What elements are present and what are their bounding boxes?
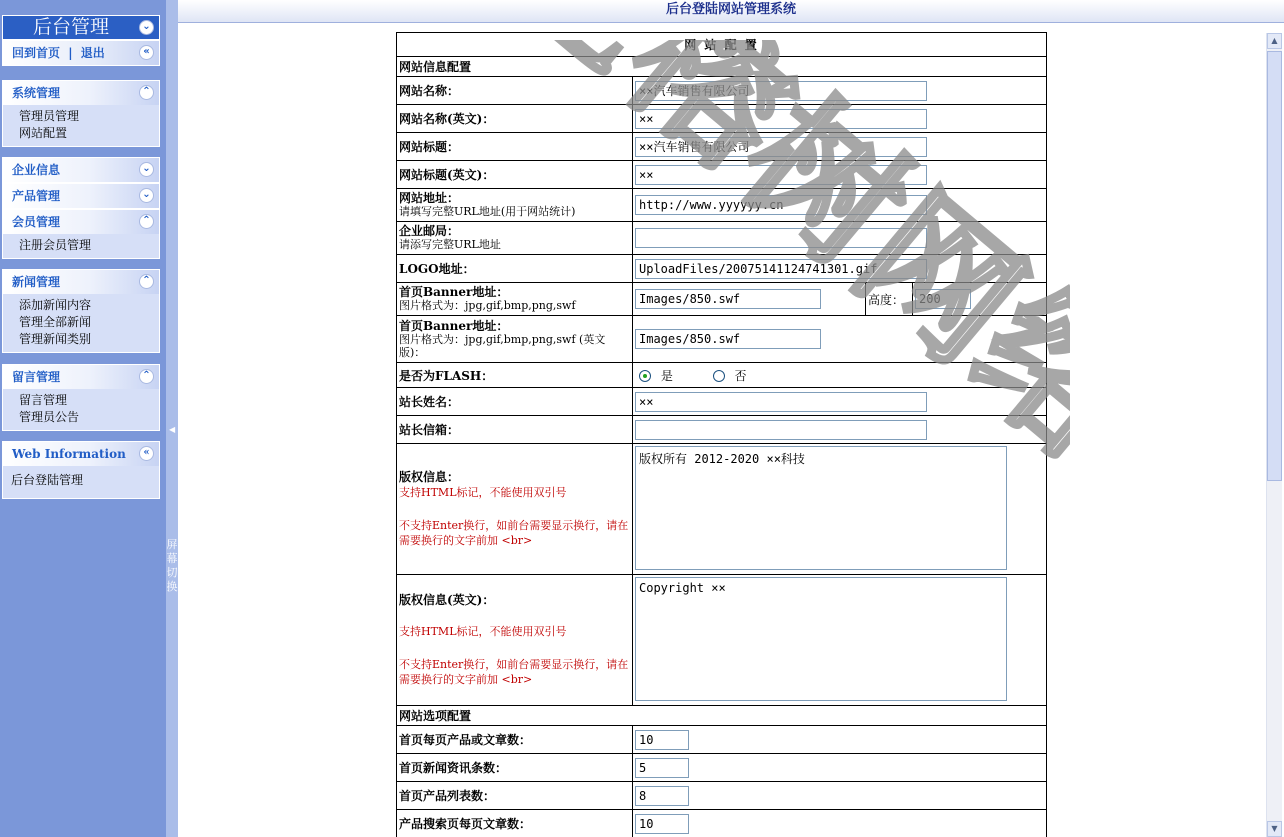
site-title-en-label: 网站标题(英文)： <box>397 161 633 189</box>
site-name-en-label: 网站名称(英文)： <box>397 105 633 133</box>
sidebar-logo-text: 后台管理 <box>33 16 110 38</box>
home-news-label: 首页新闻资讯条数： <box>397 754 633 782</box>
site-name-input[interactable] <box>635 81 927 101</box>
banner-en-label: 首页Banner地址： <box>399 318 509 333</box>
collapse-sidebar-icon[interactable]: « <box>139 45 154 60</box>
copyright-en-hint-enter: 不支持Enter换行，如前台需要显示换行，请在需要换行的文字前加 <br> <box>399 658 629 686</box>
collapse-all-icon[interactable]: ⌄ <box>139 20 154 35</box>
screen-splitter[interactable] <box>166 0 178 837</box>
logo-label: LOGO地址： <box>397 255 633 283</box>
site-name-label: 网站名称： <box>397 77 633 105</box>
home-products-label: 首页每页产品或文章数： <box>397 726 633 754</box>
panel-messages <box>2 364 160 431</box>
panel-company-head[interactable] <box>3 158 159 182</box>
copyright-label: 版权信息： <box>399 470 460 484</box>
panel-web-info-title: Web Information <box>12 447 126 461</box>
site-url-label: 网站地址： <box>399 191 460 205</box>
owner-label: 站长姓名： <box>397 388 633 416</box>
site-title-en-input[interactable] <box>635 165 927 185</box>
sidebar-item-add-news[interactable]: 添加新闻内容 <box>19 298 92 312</box>
panel-products <box>2 183 160 209</box>
home-list-label: 首页产品列表数： <box>397 782 633 810</box>
splitter-label[interactable]: 屏幕切换 <box>166 538 178 593</box>
home-list-input[interactable] <box>635 786 689 806</box>
home-link[interactable]: 回到首页 <box>12 46 61 60</box>
height-label: 高度： <box>866 283 913 316</box>
panel-web-info <box>2 441 160 499</box>
banner-en-input[interactable] <box>635 329 821 349</box>
copyright-hint-html: 支持HTML标记，不能使用双引号 <box>399 486 567 499</box>
panel-company-title: 企业信息 <box>12 163 61 177</box>
panel-company <box>2 157 160 183</box>
vertical-scrollbar[interactable] <box>1266 33 1282 837</box>
panel-products-title: 产品管理 <box>12 189 61 203</box>
sidebar <box>0 0 166 837</box>
site-url-hint: 请填写完整URL地址(用于网站统计) <box>399 205 576 218</box>
banner-label: 首页Banner地址： <box>399 285 509 299</box>
sidebar-item-member-manage[interactable]: 注册会员管理 <box>19 238 92 252</box>
height-input[interactable] <box>915 289 971 309</box>
email-label: 企业邮局： <box>399 224 460 238</box>
email-input[interactable] <box>635 228 927 248</box>
panel-system-title: 系统管理 <box>12 86 61 100</box>
flash-no-radio[interactable] <box>713 370 725 382</box>
owner-input[interactable] <box>635 392 927 412</box>
copyright-en-label: 版权信息(英文)： <box>399 593 495 607</box>
chevron-up-icon[interactable]: ⌃ <box>139 274 154 289</box>
sidebar-item-all-news[interactable]: 管理全部新闻 <box>19 315 92 329</box>
email-hint: 请添写完整URL地址 <box>399 238 501 251</box>
panel-news <box>2 269 160 353</box>
sidebar-item-admin-manage[interactable]: 管理员管理 <box>19 109 80 123</box>
banner-en-hint: 图片格式为：jpg,gif,bmp,png,swf (英文版)： <box>399 332 606 359</box>
page-title: 后台登陆网站管理系统 <box>665 2 796 17</box>
copyright-hint-enter: 不支持Enter换行，如前台需要显示换行，请在需要换行的文字前加 <br> <box>399 519 629 547</box>
panel-members-title: 会员管理 <box>12 215 61 229</box>
section-site-info: 网站信息配置 <box>397 57 1047 77</box>
logo-input[interactable] <box>635 259 927 279</box>
flash-yes-radio[interactable] <box>639 370 651 382</box>
chevron-up-icon[interactable]: ⌃ <box>139 85 154 100</box>
home-news-input[interactable] <box>635 758 689 778</box>
home-products-input[interactable] <box>635 730 689 750</box>
splitter-arrow-icon[interactable]: ◀ <box>169 425 176 434</box>
panel-web-info-head[interactable] <box>3 442 159 466</box>
flash-yes-label: 是 <box>660 368 673 383</box>
site-title-input[interactable] <box>635 137 927 157</box>
config-table <box>396 32 1047 837</box>
scroll-thumb[interactable] <box>1267 51 1282 481</box>
sidebar-item-news-category[interactable]: 管理新闻类别 <box>19 332 92 346</box>
home-bar <box>2 40 160 66</box>
scroll-down-icon[interactable]: ▼ <box>1267 821 1282 837</box>
panel-news-title: 新闻管理 <box>12 275 61 289</box>
chevron-down-icon[interactable]: ⌄ <box>139 188 154 203</box>
scroll-up-icon[interactable]: ▲ <box>1267 33 1282 49</box>
chevron-up-icon[interactable]: ⌃ <box>139 369 154 384</box>
sidebar-logo <box>2 15 160 40</box>
banner-hint: 图片格式为：jpg,gif,bmp,png,swf <box>399 299 576 312</box>
panel-messages-head[interactable] <box>3 365 159 389</box>
panel-products-head[interactable] <box>3 184 159 208</box>
banner-input[interactable] <box>635 289 821 309</box>
panel-members <box>2 209 160 259</box>
logout-link[interactable]: 退出 <box>80 46 105 60</box>
chevron-up-icon[interactable]: ⌃ <box>139 214 154 229</box>
page-header <box>178 0 1284 23</box>
panel-messages-title: 留言管理 <box>12 370 61 384</box>
copyright-en-hint-html: 支持HTML标记，不能使用双引号 <box>399 625 567 638</box>
sidebar-item-login-manage[interactable]: 后台登陆管理 <box>11 473 84 487</box>
flash-label: 是否为FLASH： <box>397 363 633 388</box>
panel-news-head[interactable] <box>3 270 159 294</box>
home-separator: | <box>68 46 73 60</box>
copyright-en-textarea[interactable] <box>635 577 1007 701</box>
chevron-down-icon[interactable]: ⌄ <box>139 162 154 177</box>
section-site-options: 网站选项配置 <box>397 706 1047 726</box>
sidebar-item-message-manage[interactable]: 留言管理 <box>19 393 68 407</box>
site-name-en-input[interactable] <box>635 109 927 129</box>
sidebar-item-admin-notice[interactable]: 管理员公告 <box>19 410 80 424</box>
panel-members-head[interactable] <box>3 210 159 234</box>
copyright-textarea[interactable] <box>635 446 1007 570</box>
owner-email-label: 站长信箱： <box>397 416 633 444</box>
config-title: 网 站 配 置 <box>397 33 1047 57</box>
flash-no-label: 否 <box>734 368 747 383</box>
panel-system-head[interactable] <box>3 81 159 105</box>
search-page-input[interactable] <box>635 814 689 834</box>
panel-system <box>2 80 160 147</box>
sidebar-item-site-config[interactable]: 网站配置 <box>19 126 68 140</box>
site-title-label: 网站标题： <box>397 133 633 161</box>
owner-email-input[interactable] <box>635 420 927 440</box>
search-page-label: 产品搜索页每页文章数： <box>397 810 633 837</box>
site-url-input[interactable] <box>635 195 927 215</box>
main-content <box>178 23 1266 837</box>
chevron-left-icon[interactable]: « <box>139 446 154 461</box>
